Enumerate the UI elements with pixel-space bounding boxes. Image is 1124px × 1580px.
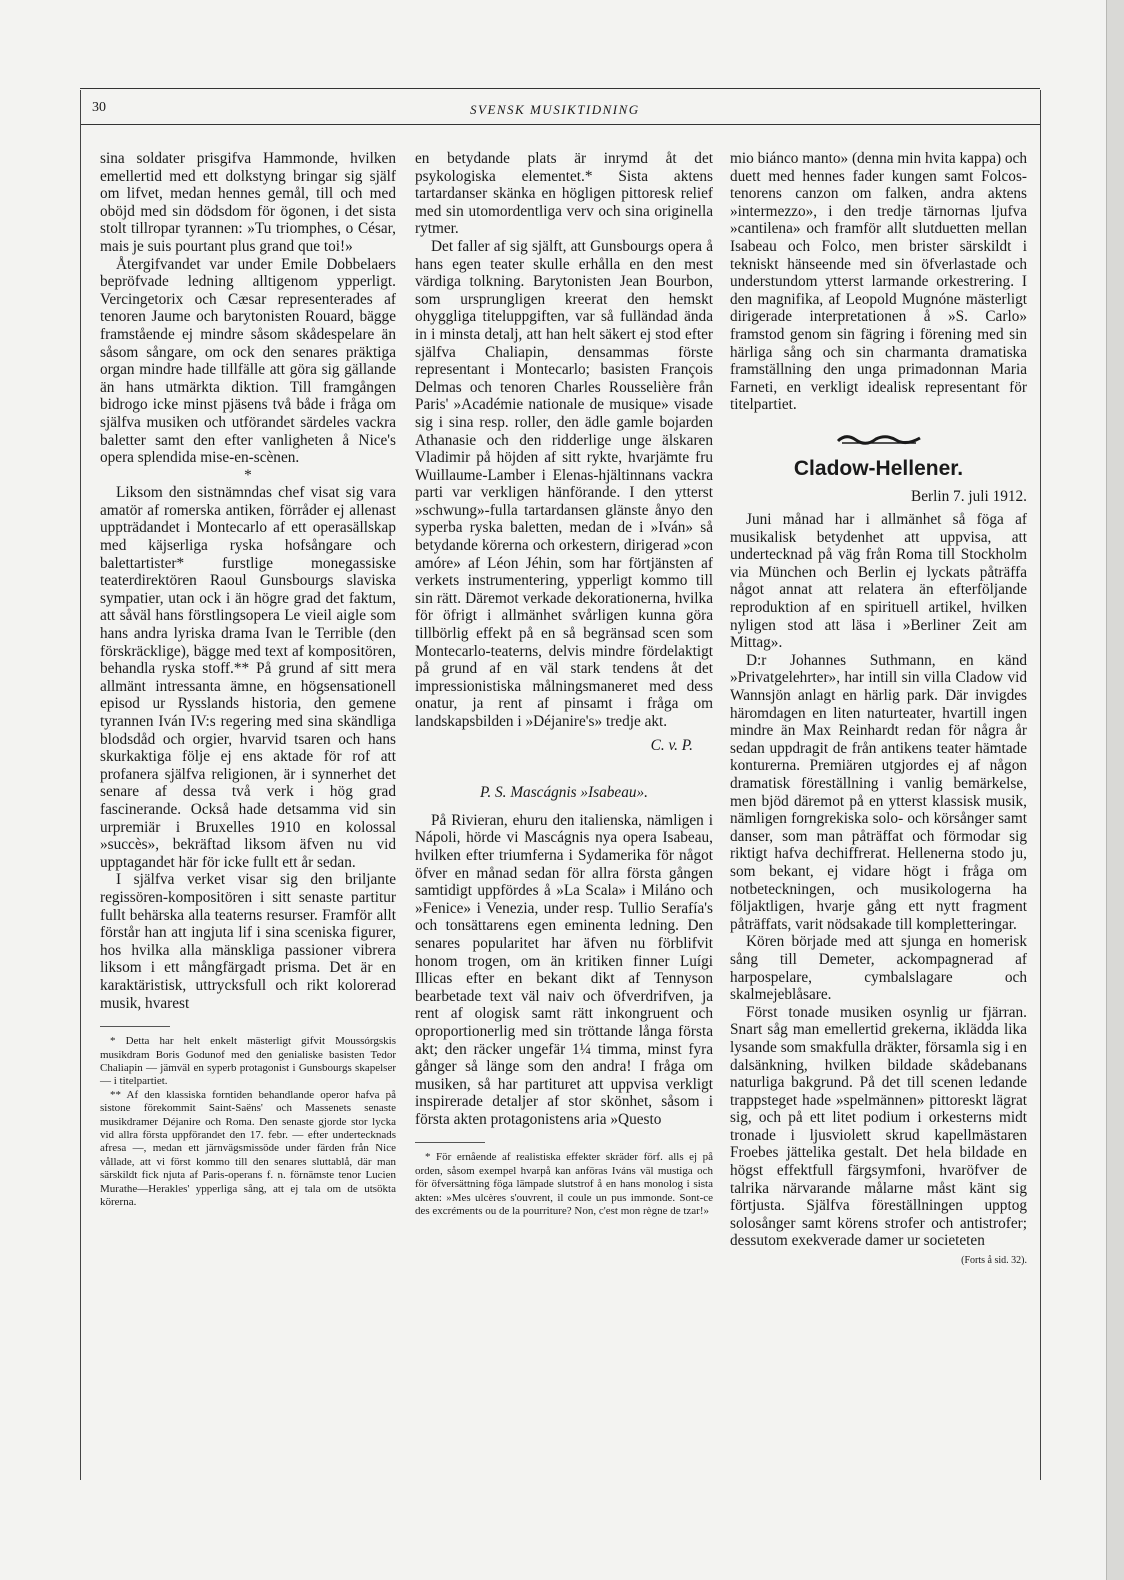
footnotes [100,1035,396,1209]
article-title: Cladow-Hellener. [793,456,964,480]
column-3 [730,150,1027,1270]
footnote: * Detta har helt enkelt mästerligt gifvit Moussórgskis musikdram Boris Godunof med den genialiske basisten Tedor Chaliapin — jämväl en syperb protagonist i Gunsbourgs skapelser — i titelpartiet. [100,1035,396,1088]
signature: C. v. P. [650,736,693,754]
body-paragraph: På Rivieran, ehuru den italienska, nämligen i Nápoli, hörde vi Mascágnis nya opera Isabeau, hvilken efter triumferna i Sydamerika för något öfver en månad sedan för allra första gången samtidigt uppfördes å »La Scala» i Miláno och »Fenice» i Venezia, under resp. Tullio Serafía's och tonsättarens egen eminenta ledning. Den senares popularitet har äfven nu förblifvit honom trogen, om än kritiken finner Luígi Illicas efter en bekant dikt af Tennyson bearbetade text väl naiv och öfverdrifven, ja rent af ologisk samt rätt inkongruent och oproportionerlig med sin tröttande långa första akt; den räcker ungefär 1¼ timma, minst fyra gånger så länge som den andra! I fråga om musiken, så har partituret att uppvisa verkligt inspirerade detaljer af stor skönhet, såsom i första akten protagonistens aria »Questo [415,811,713,1128]
body-paragraph: Återgifvandet var under Emile Dobbelaers bepröfvade ledning alltigenom ypperligt. Vercingetorix och Cæsar representerades af tenoren Jaume och barytonisten Rouard, bägge framstående ej mindre såsom skådespelare än såsom sångare, om ock den senares präktiga organ mindre hade tillfälle att göra sig gällande än hans utmärkta diktion. Till framgången bidrogo icke minst pjäsens två både i fråga om själfva musiken och utförandet särdeles vackra baletter samt den efter vanligheten å Nice's opera splendida mise-en-scènen. [100,255,396,467]
ps-title: P. S. Mascágnis »Isabeau». [480,784,648,802]
body-paragraph: Juni månad har i allmänhet så föga af musikalisk betydenhet att uppvisa, att undertecknad på väg från Roma till Stockholm via München och Berlin ej lyckats påträffa något annat att relatera än efterföljande reproduktion af en spirituell artikel, hvilken nyligen stod att läsa i »Berliner Zeit am Mittag». [730,511,1027,652]
header-bottom-rule [80,124,1040,125]
column-1 [100,150,396,1209]
footnote: * För ernående af realistiska effekter skräder förf. alls ej på orden, såsom exempel hvarpå kan anföras Iváns väl mustiga och för öfversättning föga lämpade slutstrof å en hans monolog i sista akten: »Mes ulcères s'ouvrent, il coule un pus immonde. Sont-ce des excréments ou de la pourriture? Non, c'est mon règne de tzar!» [415,1151,713,1218]
dateline: Berlin 7. juli 1912. [911,487,1027,505]
page-edge [1106,0,1124,1580]
body-paragraph: mio biánco manto» (denna min hvita kappa) och duett med hennes fader kungen samt Folcos-tenorens canzon om falken, andra aktens »intermezzo», i den tredje tärnornas ljufva »cantilena» och framför allt slutduetten mellan Isabeau och Folco, men brister särskildt i tekniskt hänseende med sin öfverlastade och understundom ytterst larmande orkestrering. I den magnifika, af Leopold Mugnóne mästerligt dirigerade interpretationen å »S. Carlo» framstod genom sin fägring i förening med sin härliga sång och sin charmanta dramatiska framställning den unga primadonnan Maria Farneti, en verkligt idealisk representant för titelpartiet. [730,150,1027,414]
ornament-divider [836,432,922,446]
column-2 [415,150,713,1219]
footnote-separator [100,1026,170,1027]
left-border-rule [80,90,81,1480]
page-number: 30 [92,100,106,115]
footnote-separator [415,1142,485,1143]
body-paragraph: Liksom den sistnämndas chef visat sig vara amatör af romerska antiken, förråder ej allenast uppträdandet i Montecarlo af ett operasällskap med käjserliga ryska hofsångare och balettartister* furstlige monegassiske teaterdirektören Raoul Gunsbourgs slaviska sympatier, utan ock i än högre grad det faktum, att såväl hans förstlingsopera Le vieil aigle som hans andra lyriska drama Ivan le Terrible (den förskräcklige), bägge med text af kompositören, behandla ryska stoff.** På grund af sitt mera allmänt intressanta ämne, en högsensationell episod ur Rysslands historia, den gemene tyrannen Iván IV:s regering med sina skändliga blodsdåd och orgier, hvarvid tsaren och hans skurkaktiga följe ej ens aktade för rof att profanera själfva religionen, är i synnerhet det senare af dessa två verk i hög grad fascinerande. Också hade detsamma vid sin urpremiär i Bruxelles 1910 en kolossal »succès», bekräftad liksom äfven nu vid upptagandet här för icke fullt ett år sedan. [100,484,396,871]
header-top-rule [80,88,1040,89]
section-star: * [244,466,252,484]
body-paragraph: D:r Johannes Suthmann, en känd »Privatgelehrter», har intill sin villa Cladow vid Wannsjön anlagt en härlig park. Där invigdes häromdagen en liten naturteater, hvartill ingen mindre än Max Reinhardt redan för några år sedan uppdragit de från antikens teater hämtade konturerna. Premiären utgjordes ej af någon dramatisk föreställning i vanlig bemärkelse, men bjöd däremot på en ytterst klassisk musik, nämligen forngrekiska solo- och körsånger samt danser, som man påträffat och förmodar sig riktigt hafva dechiffrerat. Hellenerna stodo ju, som bekant, ej vidare högt i fråga om notbeteckningen, och musikologerna ha följaktligen, hvarje gång ett nytt fragment påträffats, varit nödsakade till kompletteringar. [730,651,1027,933]
continued-note: (Forts å sid. 32). [961,1255,1027,1267]
footnotes [415,1151,713,1218]
body-paragraph: Det faller af sig själft, att Gunsbourgs opera å hans egen teater skulle erhålla en den mest värdiga tolkning. Barytonisten Jean Bourbon, som ursprungligen kreerat den hemskt ohyggliga titeluppgiften, var så fulländad ända in i minsta detalj, att han helt säkert ej stod efter själfva Chaliapin, densammas förste representant i Montecarlo; basisten François Delmas och tenoren Charles Rousselière från Paris' »Académie nationale de musique» visade sig i sina resp. roller, den ädle gamle bojarden Athanasie och den ridderlige unge älskaren Vladimir på höjden af sitt rykte, hvarjämte fru Wuillaume-Lamber i Elenas-hjältinnans vackra parti var verkligen hänförande. I den ytterst »schwung»-fulla tartardansen glänste ånyo den syperba ryska baletten, medan de i »Iván» så betydande körerna och orkestern, dirigerad »con amóre» af Léon Jéhin, som har förtjänsten af verkets instrumentering, ypperligt kommo till sin rätt. Däremot verkade dekorationerna, hvilka för öfrigt i allmänhet svårligen kunna göra tillbörlig effekt på en så begränsad scen som Montecarlo-teaterns, delvis mindre fördelaktigt på grund af en väl stark tendens åt det impressionistiska målningsmaneret med dess onatur, ja rent af pinsamt i fråga om landskapsbilden i »Déjanire's» tredje akt. [415,237,713,730]
right-border-rule [1040,90,1041,1480]
body-paragraph: en betydande plats är inrymd åt det psykologiska elementet.* Sista aktens tartardanser skänka en högligen pittoresk relief med sin utomordentliga verv och sina originella rytmer. [415,150,713,238]
body-paragraph: I själfva verket visar sig den briljante regissören-kompositören i sitt senaste partitur fullt behärska alla teaterns resurser. Framför allt förstår han att ingjuta lif i sina sceniska figurer, hos hvilka alla mänskliga passioner vibrera liksom i ett mångfärgadt prisma. Det är en karaktäristisk, uttrycksfull och rikt kolorerad musik, hvarest [100,871,396,1012]
body-paragraph: Först tonade musiken osynlig ur fjärran. Snart såg man emellertid grekerna, iklädda lika lysande som smakfulla dräkter, församla sig i en dalsänkning, hvilken bildade skådebanans naturliga bakgrund. På det till scenen ledande trappsteget hade »spelmännen» pittoreskt lägrat sig, och på ett litet podium i orkesterns midt tronade i ljusviolett skrud kapellmästaren Froebes jättelika gestalt. Det hela bildade en högst effektfull färgsymfoni, hvaröfver de talrika närvarande målarne måst känt sig förtjusta. Själfva föreställningen upptog solosånger samt körens strofer och antistrofer; dessutom exekverade damer ur societeten [730,1003,1027,1250]
body-paragraph: sina soldater prisgifva Hammonde, hvilken emellertid med ett dolkstyng bringar sig själf om lifvet, medan hennes gemål, till och med oböjd med sin dödsdom för ögonen, i det sista stolt tillropar tyrannen: »Tu triomphes, o César, mais je suis pourtant plus grand que toi!» [100,150,396,255]
running-title: SVENSK MUSIKTIDNING [470,102,640,117]
body-paragraph: Kören började med att sjunga en homerisk sång till Demeter, ackompagnerad af harpospelare, cymbalslagare och skalmejeblåsare. [730,933,1027,1004]
footnote: ** Af den klassiska forntiden behandlande operor hafva på sistone förekommit Saint-Saëns' och Massenets senaste musikdramer Déjanire och Roma. Den senaste gjorde stor lycka vid allra första uppförandet den 17. febr. — efter undertecknads afresa —, medan ett järnvägsmissöde under färden från Nice vållade, att vi först kommo till den senares sluttablå, där man särskildt fick njuta af Paris-operans f. n. förnämste tenor Lucien Murathe—Herakles' ypperliga sång, att ej tala om de utsökta körerna. [100,1088,396,1208]
